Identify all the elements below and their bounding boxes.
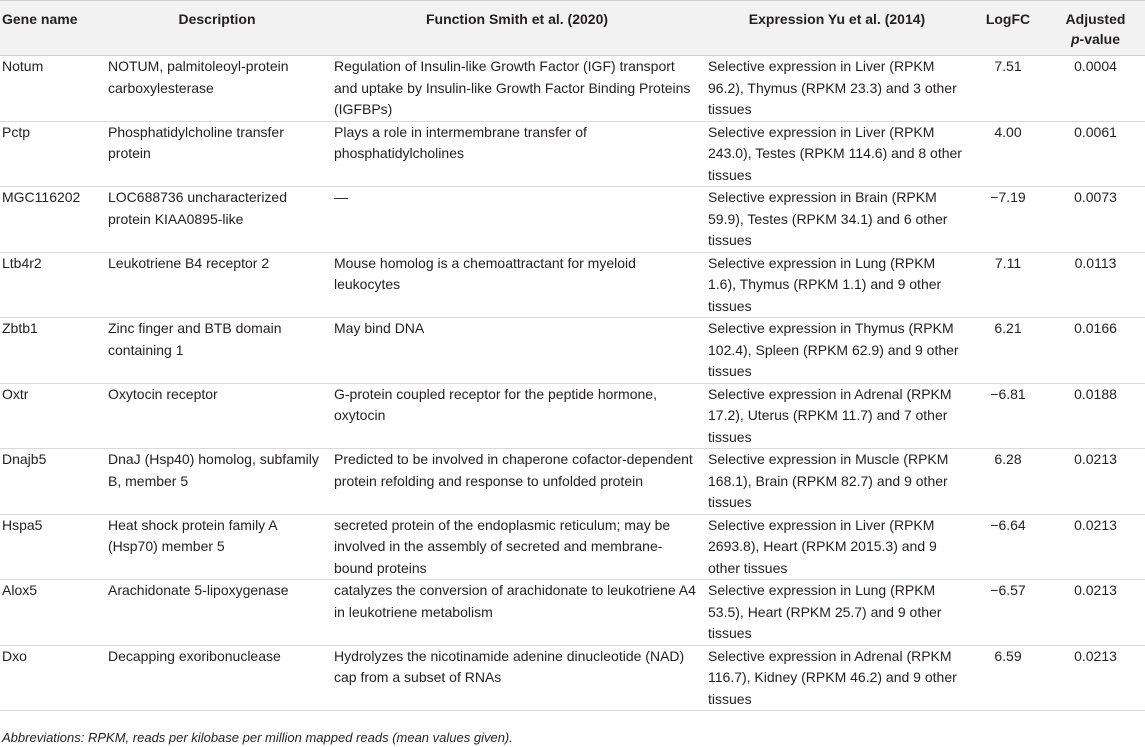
- expression-cell: Selective expression in Adrenal (RPKM 17.2), Uterus (RPKM 11.7) and 7 other tissues: [708, 385, 952, 445]
- header-pvalue-italic: p: [1070, 31, 1080, 47]
- description-cell: Zinc finger and BTB domain containing 1: [108, 320, 282, 358]
- pvalue-cell: 0.0188: [1074, 385, 1117, 402]
- pvalue-cell: 0.0213: [1074, 582, 1117, 598]
- function-cell: secreted protein of the endoplasmic reticulum; may be involved in the assembly of secreted and membrane-bound proteins: [334, 516, 671, 576]
- table-row: [0, 56, 1145, 122]
- table-body: [0, 56, 1145, 711]
- function-cell: May bind DNA: [334, 320, 425, 336]
- pvalue-cell: 0.0113: [1074, 254, 1117, 271]
- gene-name-cell: Hspa5: [2, 516, 43, 533]
- pvalue-cell: 0.0073: [1074, 189, 1117, 205]
- table-row: [0, 514, 1145, 580]
- pvalue-cell: 0.0213: [1074, 516, 1117, 533]
- pvalue-cell: 0.0166: [1074, 320, 1117, 336]
- description-cell: Phosphatidylcholine transfer protein: [108, 123, 284, 161]
- gene-name-cell: Dnajb5: [2, 451, 47, 467]
- description-cell: Oxytocin receptor: [108, 385, 218, 402]
- gene-name-cell: Dxo: [2, 647, 27, 664]
- header-adjusted-pvalue: [1046, 1, 1145, 56]
- description-cell: NOTUM, palmitoleoyl-protein carboxylesterase: [108, 58, 289, 96]
- description-cell: LOC688736 uncharacterized protein KIAA0895-like: [108, 189, 288, 227]
- description-cell: Heat shock protein family A (Hsp70) member 5: [108, 516, 277, 554]
- table-row: [0, 449, 1145, 515]
- table-header: [0, 1, 1145, 56]
- gene-name-cell: MGC116202: [2, 189, 81, 205]
- logfc-cell: −6.81: [990, 385, 1026, 402]
- description-cell: DnaJ (Hsp40) homolog, subfamily B, member 5: [108, 451, 319, 489]
- logfc-cell: 6.28: [994, 451, 1022, 467]
- gene-name-cell: Ltb4r2: [2, 254, 42, 271]
- description-cell: Leukotriene B4 receptor 2: [108, 254, 270, 271]
- logfc-cell: −6.64: [990, 516, 1026, 533]
- expression-cell: Selective expression in Lung (RPKM 53.5), Heart (RPKM 25.7) and 9 other tissues: [708, 582, 942, 641]
- logfc-cell: 7.11: [994, 254, 1022, 271]
- gene-name-cell: Notum: [2, 58, 44, 74]
- pvalue-cell: 0.0061: [1074, 123, 1117, 140]
- header-description: Description: [178, 11, 256, 27]
- expression-cell: Selective expression in Liver (RPKM 243.0), Testes (RPKM 114.6) and 8 other tissues: [708, 123, 962, 183]
- expression-cell: Selective expression in Adrenal (RPKM 116.7), Kidney (RPKM 46.2) and 9 other tissues: [708, 647, 957, 707]
- function-cell: Regulation of Insulin-like Growth Factor (IGF) transport and uptake by Insulin-like Growth Factor Binding Proteins (IGFBPs): [334, 58, 691, 117]
- function-cell: catalyzes the conversion of arachidonate to leukotriene A4 in leukotriene metabolism: [334, 582, 696, 620]
- function-cell: G-protein coupled receptor for the peptide hormone, oxytocin: [334, 385, 657, 423]
- pvalue-cell: 0.0213: [1074, 647, 1117, 664]
- table-row: [0, 580, 1145, 646]
- function-cell: Plays a role in intermembrane transfer of phosphatidylcholines: [334, 123, 587, 161]
- expression-cell: Selective expression in Thymus (RPKM 102.4), Spleen (RPKM 62.9) and 9 other tissues: [708, 320, 959, 379]
- header-pvalue-line1: Adjusted: [1065, 11, 1126, 27]
- logfc-cell: −7.19: [990, 189, 1026, 205]
- gene-name-cell: Zbtb1: [2, 320, 38, 336]
- logfc-cell: 4.00: [994, 123, 1022, 140]
- description-cell: Decapping exoribonuclease: [108, 647, 281, 664]
- header-gene-name: Gene name: [2, 11, 78, 27]
- gene-name-cell: Pctp: [2, 123, 31, 140]
- table-row: [0, 383, 1145, 449]
- function-cell: Mouse homolog is a chemoattractant for myeloid leukocytes: [334, 254, 636, 292]
- header-pvalue-suffix: -value: [1079, 31, 1121, 47]
- table-row: [0, 121, 1145, 187]
- function-cell: Predicted to be involved in chaperone cofactor-dependent protein refolding and response to unfolded protein: [334, 451, 693, 489]
- header-logfc: LogFC: [985, 11, 1031, 27]
- table-row: [0, 645, 1145, 711]
- expression-cell: Selective expression in Brain (RPKM 59.9), Testes (RPKM 34.1) and 6 other tissues: [708, 189, 948, 248]
- table-row: [0, 318, 1145, 384]
- gene-name-cell: Alox5: [2, 582, 38, 598]
- expression-cell: Selective expression in Lung (RPKM 1.6), Thymus (RPKM 1.1) and 9 other tissues: [708, 254, 942, 314]
- logfc-cell: 6.59: [994, 647, 1022, 664]
- expression-cell: Selective expression in Muscle (RPKM 168.1), Brain (RPKM 82.7) and 9 other tissues: [708, 451, 949, 510]
- header-function: Function Smith et al. (2020): [425, 11, 609, 27]
- expression-cell: Selective expression in Liver (RPKM 2693.8), Heart (RPKM 2015.3) and 9 other tissues: [708, 516, 937, 576]
- header-row: [0, 1, 1145, 56]
- pvalue-cell: 0.0213: [1074, 451, 1117, 467]
- description-cell: Arachidonate 5-lipoxygenase: [108, 582, 289, 598]
- table-footnote: Abbreviations: RPKM, reads per kilobase per million mapped reads (mean values given).: [2, 730, 513, 745]
- expression-cell: Selective expression in Liver (RPKM 96.2), Thymus (RPKM 23.3) and 3 other tissues: [708, 58, 957, 117]
- logfc-cell: 6.21: [994, 320, 1022, 336]
- gene-name-cell: Oxtr: [2, 385, 29, 402]
- table-row: [0, 252, 1145, 318]
- function-cell: Hydrolyzes the nicotinamide adenine dinucleotide (NAD) cap from a subset of RNAs: [334, 647, 685, 685]
- function-cell: —: [334, 189, 348, 205]
- header-expression: Expression Yu et al. (2014): [748, 11, 926, 27]
- logfc-cell: 7.51: [994, 58, 1022, 74]
- logfc-cell: −6.57: [990, 582, 1026, 598]
- table-row: [0, 187, 1145, 253]
- pvalue-cell: 0.0004: [1074, 58, 1117, 74]
